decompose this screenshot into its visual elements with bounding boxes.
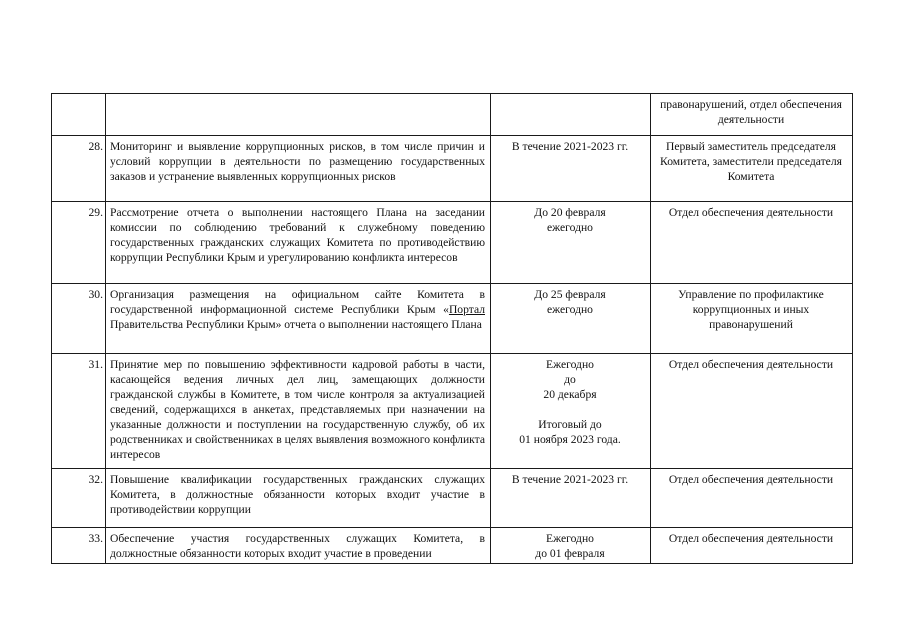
responsible-cell: Отдел обеспечения деятельности xyxy=(651,202,853,284)
deadline-cell xyxy=(491,528,651,564)
measure-description: Обеспечение участия государственных служащих Комитета, в должностные обязанности которых входит участие в проведении xyxy=(106,528,491,564)
table-row xyxy=(52,354,853,469)
measure-description: Мониторинг и выявление коррупционных рисков, в том числе причин и условий коррупции в деятельности по размещению государственных заказов и устранение выявленных коррупционных рисков xyxy=(106,136,491,202)
deadline-text: Ежегодно xyxy=(546,358,594,371)
measure-description: Принятие мер по повышению эффективности кадровой работы в части, касающейся ведения личных дел лиц, замещающих должности гражданской службы в Комитете, в том числе контроля за актуализацией сведений, содержащихся в анкетах, представляемых при назначении на указанные должности и поступлении на государственную службу, об их родственниках и свойственниках в целях выявления возможного конфликта интересов xyxy=(106,354,491,469)
description-text: Организация размещения на официальном сайте Комитета в государственной информационной системе Республики Крым « xyxy=(110,288,485,316)
measure-description xyxy=(106,284,491,354)
deadline-text: ежегодно xyxy=(547,303,593,316)
anticorruption-plan-table xyxy=(51,93,853,564)
deadline-text: До 20 февраля xyxy=(534,206,606,219)
row-number: 30. xyxy=(52,284,106,354)
table-row xyxy=(52,284,853,354)
table-row xyxy=(52,136,853,202)
deadline-cell xyxy=(491,136,651,202)
deadline-text: До 25 февраля xyxy=(534,288,606,301)
deadline-cell xyxy=(491,354,651,469)
deadline-text: до xyxy=(564,373,576,386)
measure-description xyxy=(106,94,491,136)
deadline-text: ежегодно xyxy=(547,221,593,234)
responsible-cell: Отдел обеспечения деятельности xyxy=(651,469,853,528)
row-number: 31. xyxy=(52,354,106,469)
deadline-text: Ежегодно xyxy=(546,532,594,545)
responsible-cell: Управление по профилактике коррупционных и иных правонарушений xyxy=(651,284,853,354)
measure-description: Рассмотрение отчета о выполнении настоящего Плана на заседании комиссии по соблюдению требований к служебному поведению государственных гражданских служащих Комитета по противодействию коррупции Республики Крым и урегулированию конфликта интересов xyxy=(106,202,491,284)
deadline-text: В течение 2021-2023 гг. xyxy=(511,473,629,486)
table-row xyxy=(52,469,853,528)
deadline-text: 01 ноября 2023 года. xyxy=(519,433,621,446)
row-number: 28. xyxy=(52,136,106,202)
deadline-text: Итоговый до xyxy=(538,418,602,431)
responsible-cell: правонарушений, отдел обеспечения деятельности xyxy=(651,94,853,136)
row-number: 32. xyxy=(52,469,106,528)
responsible-cell: Первый заместитель председателя Комитета, заместители председателя Комитета xyxy=(651,136,853,202)
row-number: 33. xyxy=(52,528,106,564)
deadline-text: В течение 2021-2023 гг. xyxy=(511,140,629,153)
responsible-cell: Отдел обеспечения деятельности xyxy=(651,528,853,564)
table-row xyxy=(52,528,853,564)
responsible-cell: Отдел обеспечения деятельности xyxy=(651,354,853,469)
description-text: Правительства Республики Крым» отчета о выполнении настоящего Плана xyxy=(110,318,482,331)
deadline-cell xyxy=(491,94,651,136)
deadline-cell xyxy=(491,469,651,528)
table-row xyxy=(52,202,853,284)
portal-underlined-text: Портал xyxy=(448,303,485,316)
deadline-text: до 01 февраля xyxy=(535,547,605,560)
deadline-cell xyxy=(491,284,651,354)
row-number: 29. xyxy=(52,202,106,284)
table-row xyxy=(52,94,853,136)
measure-description: Повышение квалификации государственных гражданских служащих Комитета, в должностные обязанности которых входит участие в противодействии коррупции xyxy=(106,469,491,528)
deadline-cell xyxy=(491,202,651,284)
row-number xyxy=(52,94,106,136)
deadline-text: 20 декабря xyxy=(543,388,597,401)
